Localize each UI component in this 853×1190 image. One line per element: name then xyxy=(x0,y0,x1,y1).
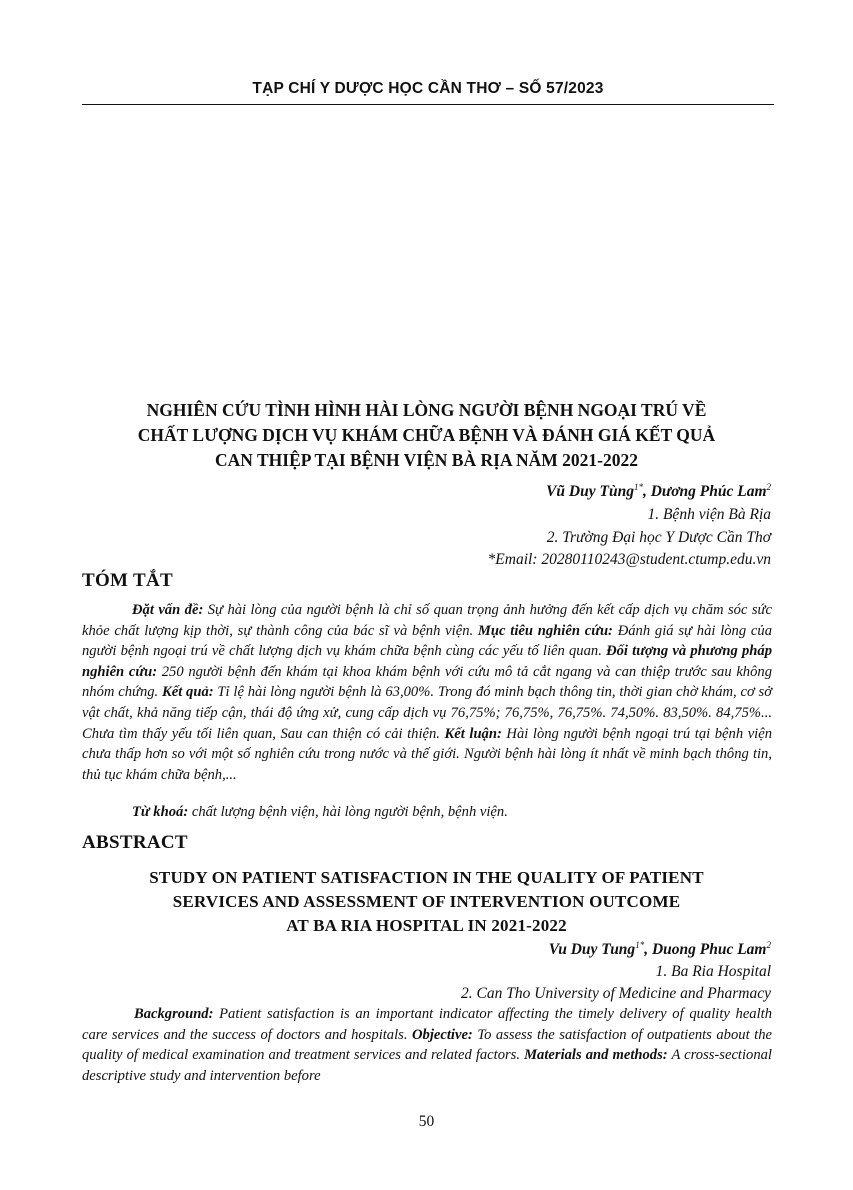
header-rule xyxy=(82,104,774,105)
english-abstract xyxy=(82,1004,772,1086)
vietnamese-abstract xyxy=(82,600,772,785)
abstract-text: Tỉ lệ hài lòng người bệnh là 63,00%. Trong đó minh bạch thông tin, thời gian chờ khám, cơ sở vật chất, khả năng tiếp cận, thái độ ứng xử, cung cấp dịch vụ 76,75%; 76,75%, 76,75%. 74,50%. 83,50%. 84,75%... Chưa tìm thấy yếu tối liên quan, Sau can thiện có cải thiện. xyxy=(82,684,773,742)
english-title xyxy=(60,866,793,938)
summary-heading: TÓM TẮT xyxy=(82,570,173,591)
abstract-text: To assess the satisfaction of outpatients about the quality of medical examination and treatment services and related factors. xyxy=(82,1026,772,1064)
keywords xyxy=(132,804,508,821)
title-line: NGHIÊN CỨU TÌNH HÌNH HÀI LÒNG NGƯỜI BỆNH NGOẠI TRÚ VỀ xyxy=(146,400,707,420)
abstract-label: Kết quả: xyxy=(162,684,214,701)
vietnamese-authors xyxy=(546,482,771,501)
abstract-label: Kết luận: xyxy=(444,725,502,742)
journal-header: TẠP CHÍ Y DƯỢC HỌC CẦN THƠ – SỐ 57/2023 xyxy=(252,80,604,97)
abstract-heading: ABSTRACT xyxy=(82,832,188,853)
author-superscript: 1* xyxy=(633,482,643,492)
title-line: CAN THIỆP TẠI BỆNH VIỆN BÀ RỊA NĂM 2021-2022 xyxy=(215,450,638,470)
affiliation-1: 1. Ba Ria Hospital xyxy=(655,963,771,980)
author-name: Vu Duy Tung xyxy=(548,941,636,958)
affiliation-1: 1. Bệnh viện Bà Rịa xyxy=(647,506,771,523)
author-separator: , xyxy=(644,941,652,958)
author-superscript: 2 xyxy=(766,482,771,492)
abstract-text: Patient satisfaction is an important indicator affecting the timely delivery of quality health care services and the success of doctors and hospitals. xyxy=(82,1006,772,1043)
author-name: Duong Phuc Lam xyxy=(651,941,767,958)
keywords-label: Từ khoá: xyxy=(132,804,189,820)
author-name: Vũ Duy Tùng xyxy=(546,483,634,500)
abstract-text: 250 người bệnh đến khám tại khoa khám bệnh với cứu mô tả cắt ngang và can thiệp trước sau không nhóm chứng. xyxy=(82,663,772,701)
author-superscript: 1* xyxy=(635,940,645,950)
title-line: CHẤT LƯỢNG DỊCH VỤ KHÁM CHỮA BỆNH VÀ ĐÁNH GIÁ KẾT QUẢ xyxy=(137,425,716,445)
abstract-text: A cross-sectional descriptive study and intervention before xyxy=(82,1047,772,1084)
english-authors xyxy=(549,940,771,959)
author-separator: , xyxy=(642,483,651,500)
vietnamese-title xyxy=(60,398,793,473)
affiliation-2: 2. Can Tho University of Medicine and Pharmacy xyxy=(461,985,771,1002)
corresponding-email: *Email: 20280110243@student.ctump.edu.vn xyxy=(487,551,771,568)
abstract-label: Materials and methods: xyxy=(524,1047,668,1064)
abstract-label: Mục tiêu nghiên cứu: xyxy=(477,622,613,639)
abstract-label: Đặt vấn đề: xyxy=(132,602,204,618)
title-line: SERVICES AND ASSESSMENT OF INTERVENTION OUTCOME xyxy=(172,892,681,911)
page-number: 50 xyxy=(418,1113,435,1130)
affiliation-2: 2. Trường Đại học Y Dược Cần Thơ xyxy=(546,529,771,546)
author-superscript: 2 xyxy=(766,940,771,950)
abstract-label: Background: xyxy=(134,1006,214,1022)
author-name: Dương Phúc Lam xyxy=(650,483,767,500)
abstract-text: Sự hài lòng của người bệnh là chỉ số quan trọng ảnh hưởng đến kết cấp dịch vụ chăm sóc sức khỏe chất lượng kịp thời, sự thành công của bác sĩ và bệnh viện. xyxy=(82,602,772,639)
abstract-text: Hài lòng người bệnh ngoại trú tại bệnh viện chưa thấp hơn so với một số nghiên cứu trong nước và thế giới. Người bệnh hài lòng ít nhất về minh bạch thông tin, thủ tục khám chữa bệnh,... xyxy=(82,725,773,783)
abstract-label: Đối tượng và phương pháp nghiên cứu: xyxy=(82,643,772,680)
title-line: AT BA RIA HOSPITAL IN 2021-2022 xyxy=(286,916,567,935)
title-line: STUDY ON PATIENT SATISFACTION IN THE QUALITY OF PATIENT xyxy=(149,868,704,887)
keywords-text: chất lượng bệnh viện, hài lòng người bệnh, bệnh viện. xyxy=(188,804,508,820)
abstract-label: Objective: xyxy=(412,1026,473,1043)
abstract-text: Đánh giá sự hài lòng của người bệnh ngoại trú về chất lượng dịch vụ khám chữa bệnh cùng các yếu tố liên quan. xyxy=(82,622,772,660)
